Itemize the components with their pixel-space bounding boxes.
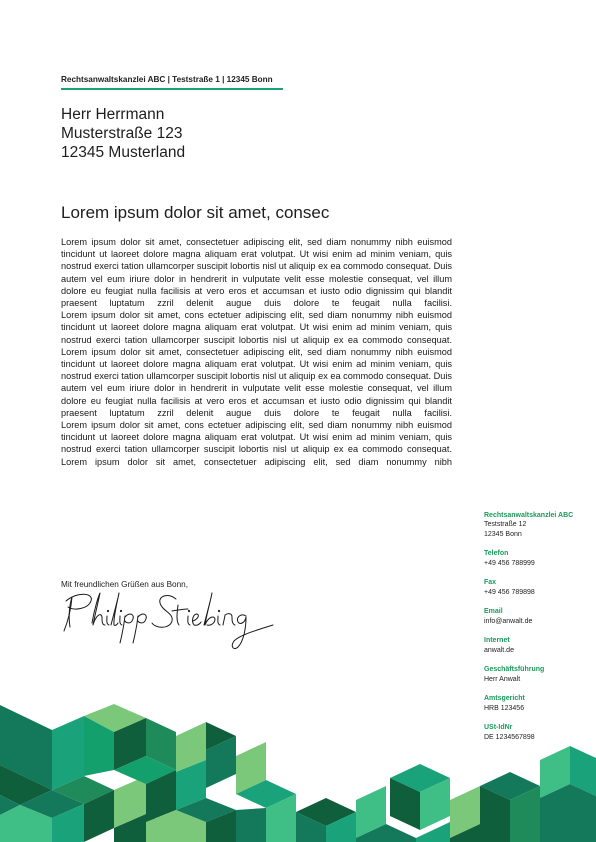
sidebar-value: HRB 123456 <box>484 704 525 712</box>
sidebar-value: +49 456 788999 <box>484 559 535 567</box>
sidebar-label: Amtsgericht <box>484 695 525 703</box>
sidebar-value: +49 456 789898 <box>484 588 535 596</box>
sidebar-label: Telefon <box>484 550 509 558</box>
letter-subject: Lorem ipsum dolor sit amet, consec <box>61 203 330 222</box>
sidebar-value: Herr Anwalt <box>484 675 521 683</box>
sidebar-value: DE 1234567898 <box>484 733 535 741</box>
body-paragraph: Lorem ipsum dolor sit amet, consectetuer adipiscing elit, sed diam nonummy nibh <box>61 456 452 467</box>
sidebar-label: Email <box>484 608 503 616</box>
sidebar-street: Teststraße 12 <box>484 521 527 529</box>
recipient-name: Herr Herrmann <box>61 106 165 123</box>
recipient-city: 12345 Musterland <box>61 144 186 161</box>
sidebar-label: Geschäftsführung <box>484 666 545 674</box>
body-paragraph: Lorem ipsum dolor sit amet, consectetuer adipiscing elit, sed diam nonummy nibh euismod tincidunt ut laoreet dolore magna aliquam erat volutpat. Ut wisi enim ad minim veniam, quis nostrud exerci tation ullamcorper suscipit lobortis nisl ut aliquip ex ea commodo consequat. Duis autem vel eum iriure dolor in hendrerit in vulputate velit esse molestie consequat, vel illum dolore eu feugiat nulla facilisis at vero eros et accumsan et iusto odio dignissim qui blandit praesent luptatum zzril delenit augue duis dolore te feugait nulla facilisi. <box>61 346 452 418</box>
sidebar-value: info@anwalt.de <box>484 617 533 625</box>
recipient-street: Musterstraße 123 <box>61 125 183 142</box>
body-paragraph: Lorem ipsum dolor sit amet, cons ectetuer adipiscing elit, sed diam nonummy nibh euismod tincidunt ut laoreet dolore magna aliquam erat volutpat. Ut wisi enim ad minim veniam, quis nostrud exerci tation ullamcorper suscipit lobortis nisl ut aliquip ex ea commodo consequat. <box>61 310 452 345</box>
sender-address-line: Rechtsanwaltskanzlei ABC | Teststraße 1 | 12345 Bonn <box>61 75 273 84</box>
sidebar-company-name: Rechtsanwaltskanzlei ABC <box>484 512 574 519</box>
body-paragraph: Lorem ipsum dolor sit amet, consectetuer adipiscing elit, sed diam nonummy nibh euismod tincidunt ut laoreet dolore magna aliquam erat volutpat. Ut wisi enim ad minim veniam, quis nostrud exerci tation ullamcorper suscipit lobortis nisl ut aliquip ex ea commodo consequat. Duis autem vel eum iriure dolor in hendrerit in vulputate velit esse molestie consequat, vel illum dolore eu feugiat nulla facilisis at vero eros et accumsan et iusto odio dignissim qui blandit praesent luptatum zzril delenit augue duis dolore te feugait nulla facilisi. <box>61 237 452 309</box>
closing-greeting: Mit freundlichen Grüßen aus Bonn, <box>61 580 188 589</box>
sidebar-label: Fax <box>484 579 497 587</box>
sidebar-city: 12345 Bonn <box>484 530 522 538</box>
sidebar-label: USt-IdNr <box>484 724 513 732</box>
body-paragraph: Lorem ipsum dolor sit amet, cons ectetuer adipiscing elit, sed diam nonummy nibh euismod tincidunt ut laoreet dolore magna aliquam erat volutpat. Ut wisi enim ad minim veniam, quis nostrud exerci tation ullamcorper suscipit lobortis nisl ut aliquip ex ea commodo consequat. <box>61 420 452 455</box>
sidebar-label: Internet <box>484 637 510 645</box>
sidebar-value: anwalt.de <box>484 646 514 654</box>
